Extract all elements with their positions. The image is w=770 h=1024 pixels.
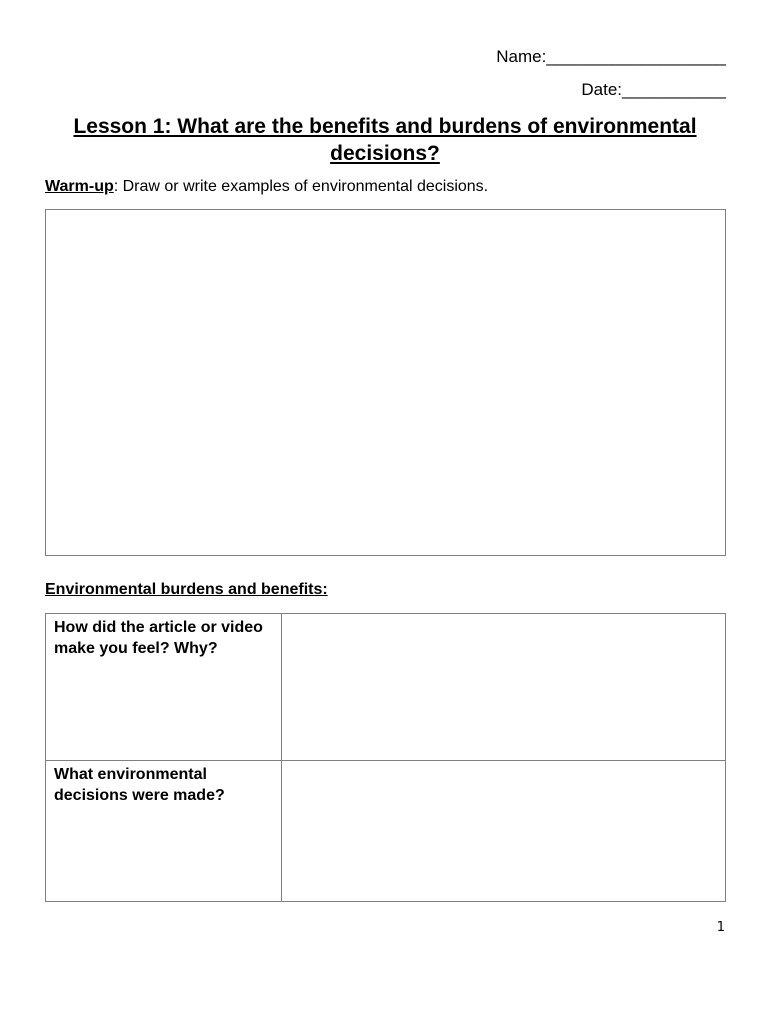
section-heading: Environmental burdens and benefits: [45,581,328,598]
warmup-drawing-box[interactable] [45,209,726,556]
table-row [46,614,726,761]
page-number: 1 [716,920,725,935]
name-field-line[interactable]: Name:___________________ [496,47,726,66]
warmup-instruction [45,178,488,196]
table-row [46,761,726,902]
question-cell: How did the article or video make you feel? Why? [46,614,282,761]
question-cell: What environmental decisions were made? [46,761,282,902]
warmup-text: : Draw or write examples of environmental decisions. [113,178,489,195]
answer-cell[interactable] [282,761,726,902]
answer-cell[interactable] [282,614,726,761]
reflection-table [45,613,726,902]
date-field-line[interactable]: Date:___________ [581,80,726,99]
lesson-title: Lesson 1: What are the benefits and burdens of environmental decisions? [73,115,697,165]
warmup-label: Warm-up [45,178,114,195]
